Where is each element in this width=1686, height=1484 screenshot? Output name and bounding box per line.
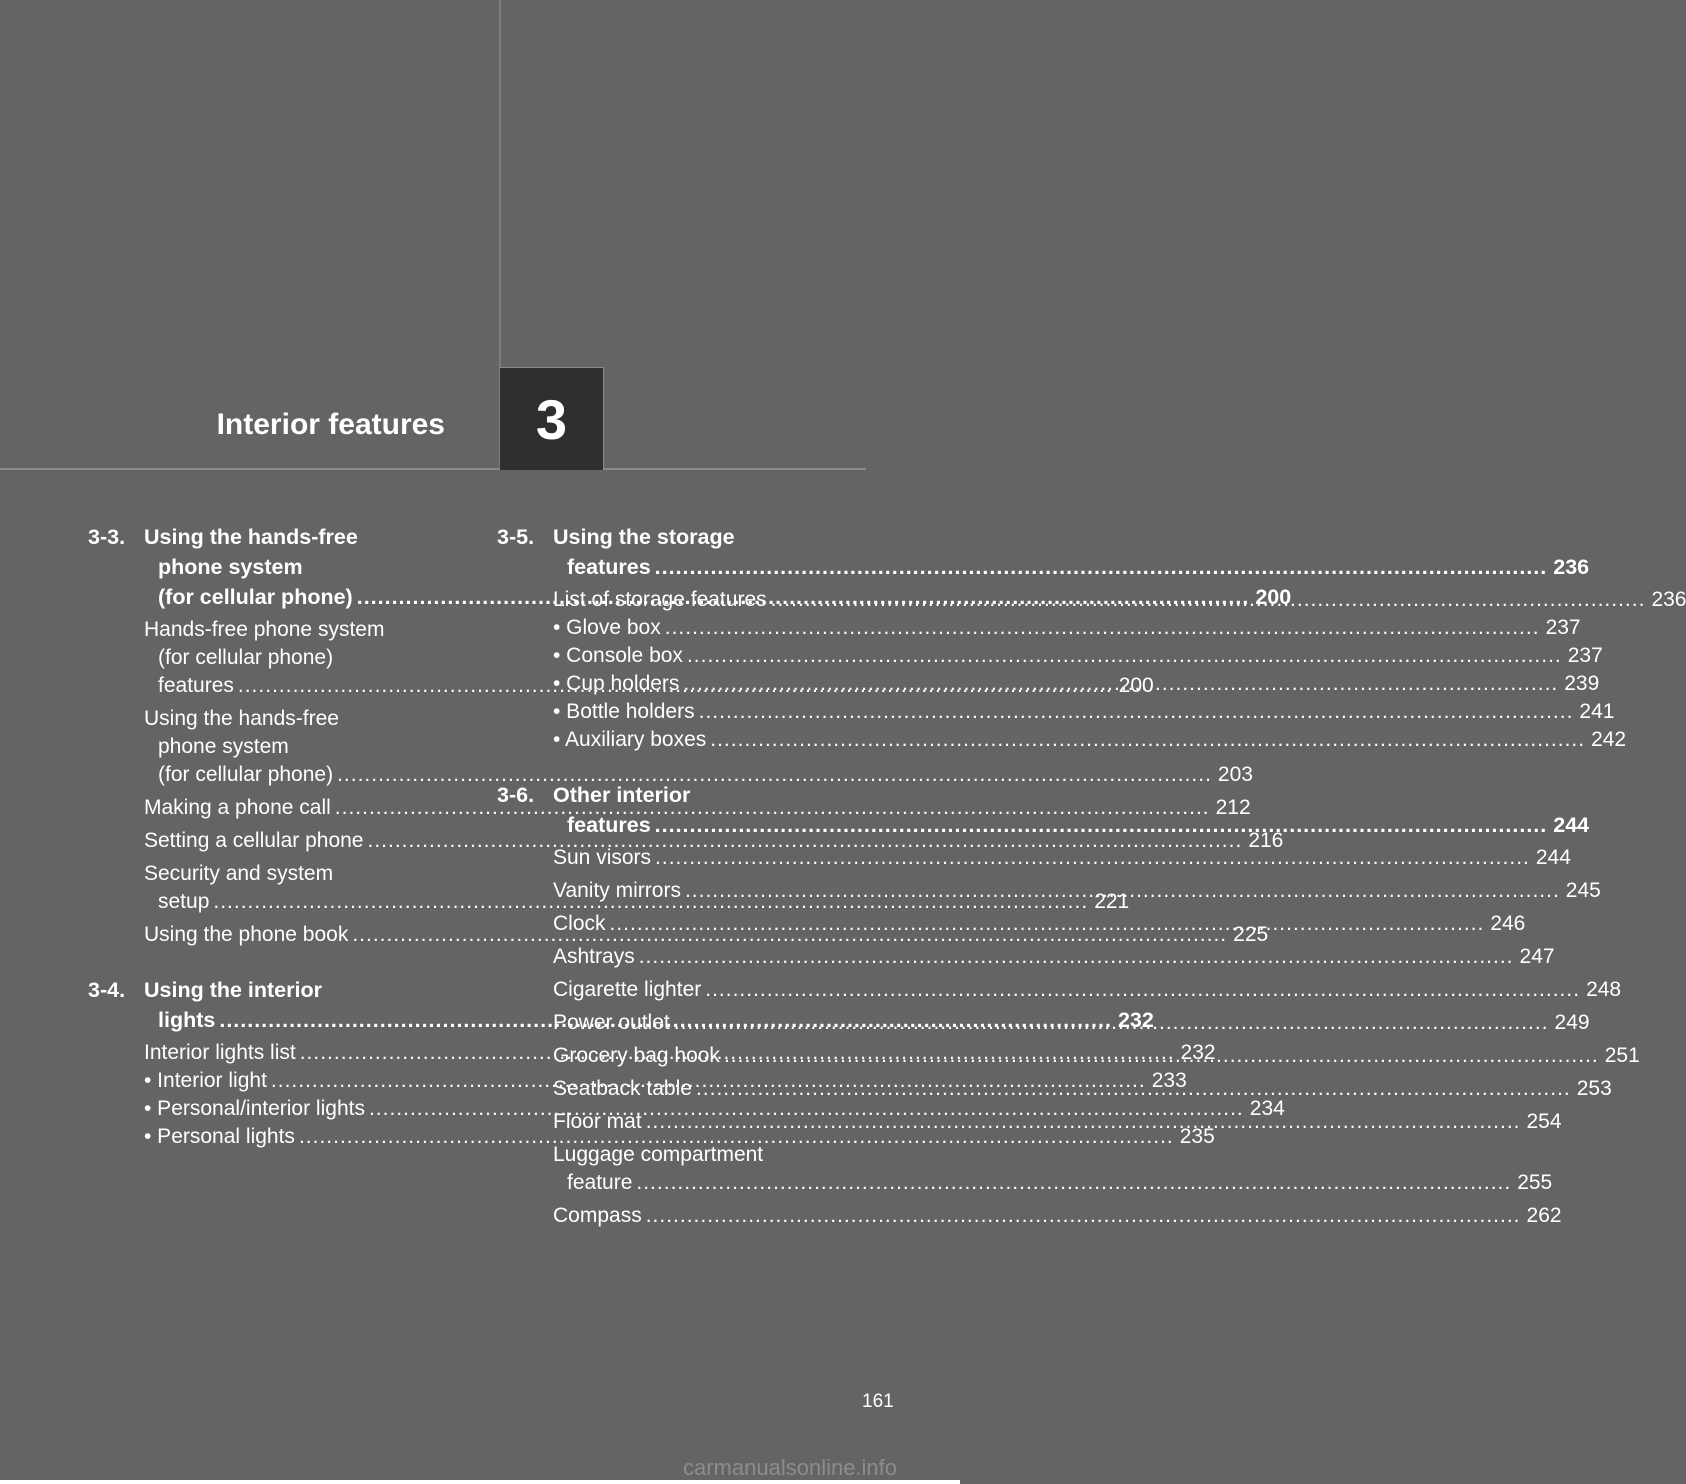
dot-leader (687, 642, 1562, 670)
toc-entry[interactable] (553, 698, 1615, 726)
section-title-line: Using the hands-free (144, 525, 358, 549)
toc-page-number: 262 (1526, 1204, 1562, 1227)
toc-entry-row[interactable] (553, 698, 1615, 726)
toc-entry-label: Compass (553, 1204, 642, 1227)
toc-page-number: 251 (1604, 1044, 1640, 1067)
toc-page-number: 236 (1651, 588, 1686, 611)
page-number: 161 (862, 1391, 894, 1412)
toc-entry-label: • Auxiliary boxes (553, 728, 707, 751)
dot-leader (705, 976, 1580, 1004)
toc-page-number: 216 (1248, 829, 1284, 852)
dot-leader (636, 1169, 1511, 1197)
toc-entry-line: Using the hands-free (144, 707, 339, 730)
section-number: 3-3. (88, 525, 126, 549)
toc-entry-label: features (567, 555, 651, 579)
bottom-strip (0, 1480, 960, 1484)
chapter-number: 3 (535, 387, 568, 451)
section-title (553, 522, 1589, 582)
toc-entry-label: Vanity mirrors (553, 879, 681, 902)
toc-entry-row[interactable] (144, 761, 1253, 789)
toc-entry-row[interactable] (553, 943, 1555, 971)
toc-page-number: 247 (1519, 945, 1555, 968)
dot-leader (674, 1009, 1549, 1037)
dot-leader (685, 877, 1560, 905)
toc-entry[interactable] (553, 642, 1603, 670)
section-number: 3-4. (88, 978, 126, 1002)
toc-entry[interactable] (553, 976, 1622, 1004)
toc-page-number: 221 (1094, 890, 1130, 913)
toc-entry-label: Grocery bag hook (553, 1044, 720, 1067)
section-title-line: phone system (158, 555, 303, 579)
toc-entry-line: Hands-free phone system (144, 618, 385, 641)
toc-page-number: 244 (1535, 846, 1571, 869)
toc-entry[interactable] (553, 844, 1571, 872)
chapter-title: Interior features (216, 408, 445, 441)
watermark: carmanualsonline.info (683, 1455, 898, 1480)
section-number: 3-6. (497, 783, 535, 807)
toc-entry-label: List of storage features (553, 588, 767, 611)
toc-entry-label: features (567, 813, 651, 837)
toc-entry-row[interactable] (553, 1202, 1562, 1230)
dot-leader (646, 1108, 1521, 1136)
dot-leader (639, 943, 1514, 971)
toc-entry-label: setup (158, 890, 210, 913)
toc-page-number: 234 (1249, 1097, 1285, 1120)
toc-entry-row[interactable] (553, 726, 1627, 754)
chapter-number-tab (500, 367, 604, 470)
toc-entry-label: Floor mat (553, 1110, 642, 1133)
header-rule (0, 468, 866, 470)
dot-leader (699, 698, 1574, 726)
toc-page-number: 235 (1179, 1125, 1215, 1148)
toc-entry-label: Sun visors (553, 846, 652, 869)
section-title-line: Other interior (553, 783, 691, 807)
toc-page-number: 249 (1554, 1011, 1590, 1034)
toc-entry-line: (for cellular phone) (158, 646, 334, 669)
toc-page-number: 200 (1255, 585, 1292, 609)
dot-leader (683, 670, 1558, 698)
dot-leader (724, 1042, 1599, 1070)
toc-entry-label: • Interior light (144, 1069, 267, 1092)
toc-entry-row[interactable] (553, 844, 1571, 872)
toc-entry-row[interactable] (553, 642, 1603, 670)
toc-entry-label: • Cup holders (553, 672, 680, 695)
toc-page-number: 239 (1564, 672, 1600, 695)
toc-entry-label: Clock (553, 912, 606, 935)
toc-page-number: 236 (1553, 555, 1590, 579)
toc-entry-label: Using the phone book (144, 923, 349, 946)
dot-leader (655, 810, 1548, 840)
toc-page-number: 254 (1526, 1110, 1562, 1133)
toc-page-number: 232 (1180, 1041, 1216, 1064)
toc-entry-row[interactable] (553, 552, 1589, 582)
toc-entry-label: • Console box (553, 644, 683, 667)
section-number: 3-5. (497, 525, 535, 549)
toc-entry[interactable] (553, 614, 1581, 642)
toc-entry-label: • Glove box (553, 616, 661, 639)
toc-page-number: 244 (1553, 813, 1590, 837)
toc-entry-label: Making a phone call (144, 796, 331, 819)
toc-entry[interactable] (553, 1202, 1562, 1230)
toc-entry[interactable] (553, 943, 1555, 971)
toc-entry-label: Setting a cellular phone (144, 829, 364, 852)
toc-entry-label: (for cellular phone) (158, 585, 353, 609)
toc-entry-label: lights (158, 1008, 216, 1032)
toc-entry-line: Luggage compartment (553, 1143, 764, 1166)
toc-page-number: 255 (1517, 1171, 1553, 1194)
toc-entry-line: phone system (158, 735, 289, 758)
toc-entry[interactable] (144, 1123, 1215, 1151)
toc-entry-row[interactable] (553, 976, 1622, 1004)
toc-page-number: 246 (1490, 912, 1526, 935)
toc-entry[interactable] (553, 1141, 1553, 1197)
toc-page-number: 200 (1118, 674, 1154, 697)
toc-page-number: 241 (1579, 700, 1615, 723)
toc-entry[interactable] (553, 726, 1627, 754)
toc-page-number: 237 (1545, 616, 1581, 639)
toc-entry-label: (for cellular phone) (158, 763, 334, 786)
toc-page-number: 212 (1215, 796, 1251, 819)
dot-leader (610, 910, 1485, 938)
toc-entry-label: features (158, 674, 234, 697)
dot-leader (646, 1202, 1521, 1230)
toc-entry-label: • Bottle holders (553, 700, 695, 723)
toc-page-number: 253 (1576, 1077, 1612, 1100)
toc-entry-label: feature (567, 1171, 633, 1194)
dot-leader (655, 552, 1548, 582)
toc-page-number: 203 (1217, 763, 1253, 786)
toc-entry-label: Interior lights list (144, 1041, 296, 1064)
dot-leader (771, 586, 1646, 614)
dot-leader (710, 726, 1585, 754)
dot-leader (696, 1075, 1571, 1103)
toc-entry-row[interactable] (144, 827, 1284, 855)
toc-entry-line: Security and system (144, 862, 334, 885)
toc-entry-row[interactable] (553, 614, 1581, 642)
toc-page-number: 248 (1586, 978, 1622, 1001)
section-title-line: Using the storage (553, 525, 735, 549)
toc-page-number: 225 (1233, 923, 1269, 946)
toc-page-number: 232 (1117, 1008, 1154, 1032)
toc-entry[interactable] (144, 827, 1284, 855)
section-title (553, 780, 1589, 840)
toc-section-heading[interactable] (497, 522, 1590, 582)
toc-entry-label: • Personal/interior lights (144, 1097, 365, 1120)
toc-page-number: 233 (1151, 1069, 1187, 1092)
toc-entry-row[interactable] (553, 1169, 1553, 1197)
dot-leader (665, 614, 1540, 642)
toc-entry-label: Cigarette lighter (553, 978, 702, 1001)
toc-page-number: 237 (1567, 644, 1603, 667)
toc-entry-row[interactable] (144, 1123, 1215, 1151)
section-title-line: Using the interior (144, 978, 322, 1002)
toc-page-number: 242 (1591, 728, 1627, 751)
toc-entry-label: Power outlet (553, 1011, 670, 1034)
dot-leader (655, 844, 1530, 872)
toc-page-number: 245 (1565, 879, 1601, 902)
toc-entry-label: Ashtrays (553, 945, 635, 968)
toc-entry-row[interactable] (553, 810, 1589, 840)
toc-entry-label: • Personal lights (144, 1125, 295, 1148)
toc-entry-label: Seatback table (553, 1077, 692, 1100)
